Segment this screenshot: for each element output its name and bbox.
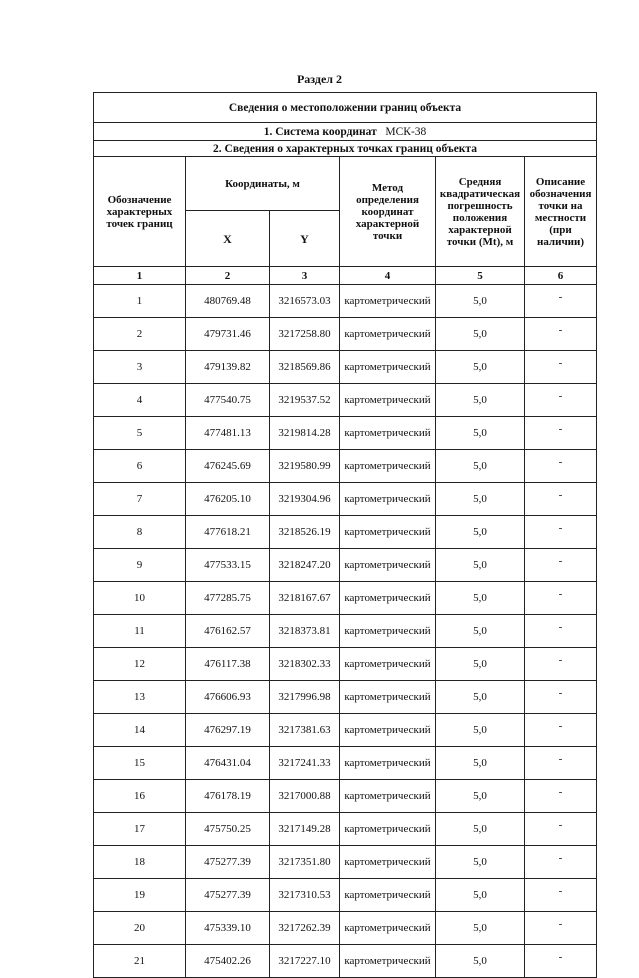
header-x: X [186,211,270,267]
x-coordinate-cell: 475339.10 [186,912,270,945]
x-coordinate-cell: 476205.10 [186,483,270,516]
x-coordinate-cell: 476117.38 [186,648,270,681]
column-number: 1 [94,267,186,285]
point-number-cell: 1 [94,285,186,318]
error-cell: 5,0 [436,483,525,516]
method-cell: картометрический [340,516,436,549]
description-cell: - [525,780,597,813]
error-cell: 5,0 [436,747,525,780]
x-coordinate-cell: 477481.13 [186,417,270,450]
table-row [94,681,597,714]
header-point-designation: Обозначение характерных точек границ [94,157,186,267]
error-cell: 5,0 [436,879,525,912]
points-title-row [94,141,597,157]
description-cell: - [525,615,597,648]
error-cell: 5,0 [436,318,525,351]
description-cell: - [525,681,597,714]
table-row [94,483,597,516]
method-cell: картометрический [340,351,436,384]
y-coordinate-cell: 3216573.03 [270,285,340,318]
column-number: 4 [340,267,436,285]
point-number-cell: 10 [94,582,186,615]
point-number-cell: 3 [94,351,186,384]
point-number-cell: 14 [94,714,186,747]
description-cell: - [525,912,597,945]
table-row [94,450,597,483]
description-cell: - [525,384,597,417]
x-coordinate-cell: 476606.93 [186,681,270,714]
description-cell: - [525,450,597,483]
table-row [94,549,597,582]
table-row [94,780,597,813]
table-row [94,615,597,648]
description-cell: - [525,747,597,780]
x-coordinate-cell: 476245.69 [186,450,270,483]
header-coordinates: Координаты, м [186,157,340,211]
y-coordinate-cell: 3217996.98 [270,681,340,714]
method-cell: картометрический [340,384,436,417]
error-cell: 5,0 [436,450,525,483]
method-cell: картометрический [340,714,436,747]
table-row [94,648,597,681]
description-cell: - [525,549,597,582]
method-cell: картометрический [340,483,436,516]
column-numbers-row [94,267,597,285]
y-coordinate-cell: 3218569.86 [270,351,340,384]
y-coordinate-cell: 3217381.63 [270,714,340,747]
error-cell: 5,0 [436,813,525,846]
header-error: Средняя квадратическая погрешность положения характерной точки (Mt), м [436,157,525,267]
y-coordinate-cell: 3217241.33 [270,747,340,780]
point-number-cell: 15 [94,747,186,780]
point-number-cell: 7 [94,483,186,516]
description-cell: - [525,813,597,846]
table-row [94,351,597,384]
error-cell: 5,0 [436,384,525,417]
point-number-cell: 2 [94,318,186,351]
method-cell: картометрический [340,945,436,978]
method-cell: картометрический [340,780,436,813]
error-cell: 5,0 [436,648,525,681]
description-cell: - [525,945,597,978]
description-cell: - [525,582,597,615]
method-cell: картометрический [340,285,436,318]
y-coordinate-cell: 3217258.80 [270,318,340,351]
y-coordinate-cell: 3217149.28 [270,813,340,846]
point-number-cell: 19 [94,879,186,912]
point-number-cell: 4 [94,384,186,417]
method-cell: картометрический [340,846,436,879]
section-title: Раздел 2 [296,72,343,86]
table-row [94,318,597,351]
method-cell: картометрический [340,615,436,648]
description-cell: - [525,285,597,318]
header-description: Описание обозначения точки на местности (при наличии) [525,157,597,267]
table-row [94,516,597,549]
table-row [94,714,597,747]
y-coordinate-cell: 3218302.33 [270,648,340,681]
description-cell: - [525,516,597,549]
coord-system-value: МСК-38 [385,125,427,138]
x-coordinate-cell: 479139.82 [186,351,270,384]
point-number-cell: 9 [94,549,186,582]
method-cell: картометрический [340,450,436,483]
x-coordinate-cell: 476162.57 [186,615,270,648]
x-coordinate-cell: 475750.25 [186,813,270,846]
column-number: 3 [270,267,340,285]
y-coordinate-cell: 3217000.88 [270,780,340,813]
y-coordinate-cell: 3218167.67 [270,582,340,615]
error-cell: 5,0 [436,714,525,747]
description-cell: - [525,417,597,450]
method-cell: картометрический [340,417,436,450]
table-row [94,945,597,978]
point-number-cell: 17 [94,813,186,846]
point-number-cell: 12 [94,648,186,681]
y-coordinate-cell: 3219304.96 [270,483,340,516]
method-cell: картометрический [340,813,436,846]
error-cell: 5,0 [436,516,525,549]
error-cell: 5,0 [436,285,525,318]
error-cell: 5,0 [436,615,525,648]
point-number-cell: 21 [94,945,186,978]
error-cell: 5,0 [436,549,525,582]
error-cell: 5,0 [436,681,525,714]
method-cell: картометрический [340,549,436,582]
header-method: Метод определения координат характерной точки [340,157,436,267]
x-coordinate-cell: 477285.75 [186,582,270,615]
method-cell: картометрический [340,912,436,945]
method-cell: картометрический [340,747,436,780]
method-cell: картометрический [340,582,436,615]
table-row [94,384,597,417]
header-row [94,157,597,211]
point-number-cell: 6 [94,450,186,483]
method-cell: картометрический [340,879,436,912]
x-coordinate-cell: 479731.46 [186,318,270,351]
y-coordinate-cell: 3219580.99 [270,450,340,483]
point-number-cell: 13 [94,681,186,714]
x-coordinate-cell: 475277.39 [186,879,270,912]
boundary-points-table [93,92,597,978]
error-cell: 5,0 [436,582,525,615]
x-coordinate-cell: 480769.48 [186,285,270,318]
y-coordinate-cell: 3217227.10 [270,945,340,978]
table-row [94,912,597,945]
y-coordinate-cell: 3219537.52 [270,384,340,417]
table-row [94,813,597,846]
table-row [94,846,597,879]
error-cell: 5,0 [436,945,525,978]
column-number: 5 [436,267,525,285]
point-number-cell: 8 [94,516,186,549]
description-cell: - [525,846,597,879]
point-number-cell: 18 [94,846,186,879]
x-coordinate-cell: 477618.21 [186,516,270,549]
table-row [94,879,597,912]
description-cell: - [525,714,597,747]
y-coordinate-cell: 3218247.20 [270,549,340,582]
table-title: Сведения о местоположении границ объекта [94,93,597,123]
description-cell: - [525,351,597,384]
points-title: 2. Сведения о характерных точках границ объекта [94,141,597,157]
point-number-cell: 11 [94,615,186,648]
x-coordinate-cell: 475277.39 [186,846,270,879]
description-cell: - [525,483,597,516]
column-number: 2 [186,267,270,285]
y-coordinate-cell: 3217351.80 [270,846,340,879]
x-coordinate-cell: 476297.19 [186,714,270,747]
point-number-cell: 20 [94,912,186,945]
method-cell: картометрический [340,648,436,681]
header-y: Y [270,211,340,267]
method-cell: картометрический [340,681,436,714]
x-coordinate-cell: 475402.26 [186,945,270,978]
y-coordinate-cell: 3218373.81 [270,615,340,648]
y-coordinate-cell: 3217262.39 [270,912,340,945]
error-cell: 5,0 [436,417,525,450]
error-cell: 5,0 [436,780,525,813]
x-coordinate-cell: 476178.19 [186,780,270,813]
table-row [94,582,597,615]
table-row [94,747,597,780]
coord-system-row [94,123,597,141]
table-row [94,417,597,450]
y-coordinate-cell: 3218526.19 [270,516,340,549]
column-number: 6 [525,267,597,285]
coord-system-label: 1. Система координат [263,125,377,138]
point-number-cell: 16 [94,780,186,813]
description-cell: - [525,318,597,351]
x-coordinate-cell: 477533.15 [186,549,270,582]
table-title-row [94,93,597,123]
description-cell: - [525,648,597,681]
table-row [94,285,597,318]
x-coordinate-cell: 477540.75 [186,384,270,417]
x-coordinate-cell: 476431.04 [186,747,270,780]
y-coordinate-cell: 3217310.53 [270,879,340,912]
point-number-cell: 5 [94,417,186,450]
error-cell: 5,0 [436,912,525,945]
description-cell: - [525,879,597,912]
y-coordinate-cell: 3219814.28 [270,417,340,450]
error-cell: 5,0 [436,351,525,384]
error-cell: 5,0 [436,846,525,879]
method-cell: картометрический [340,318,436,351]
